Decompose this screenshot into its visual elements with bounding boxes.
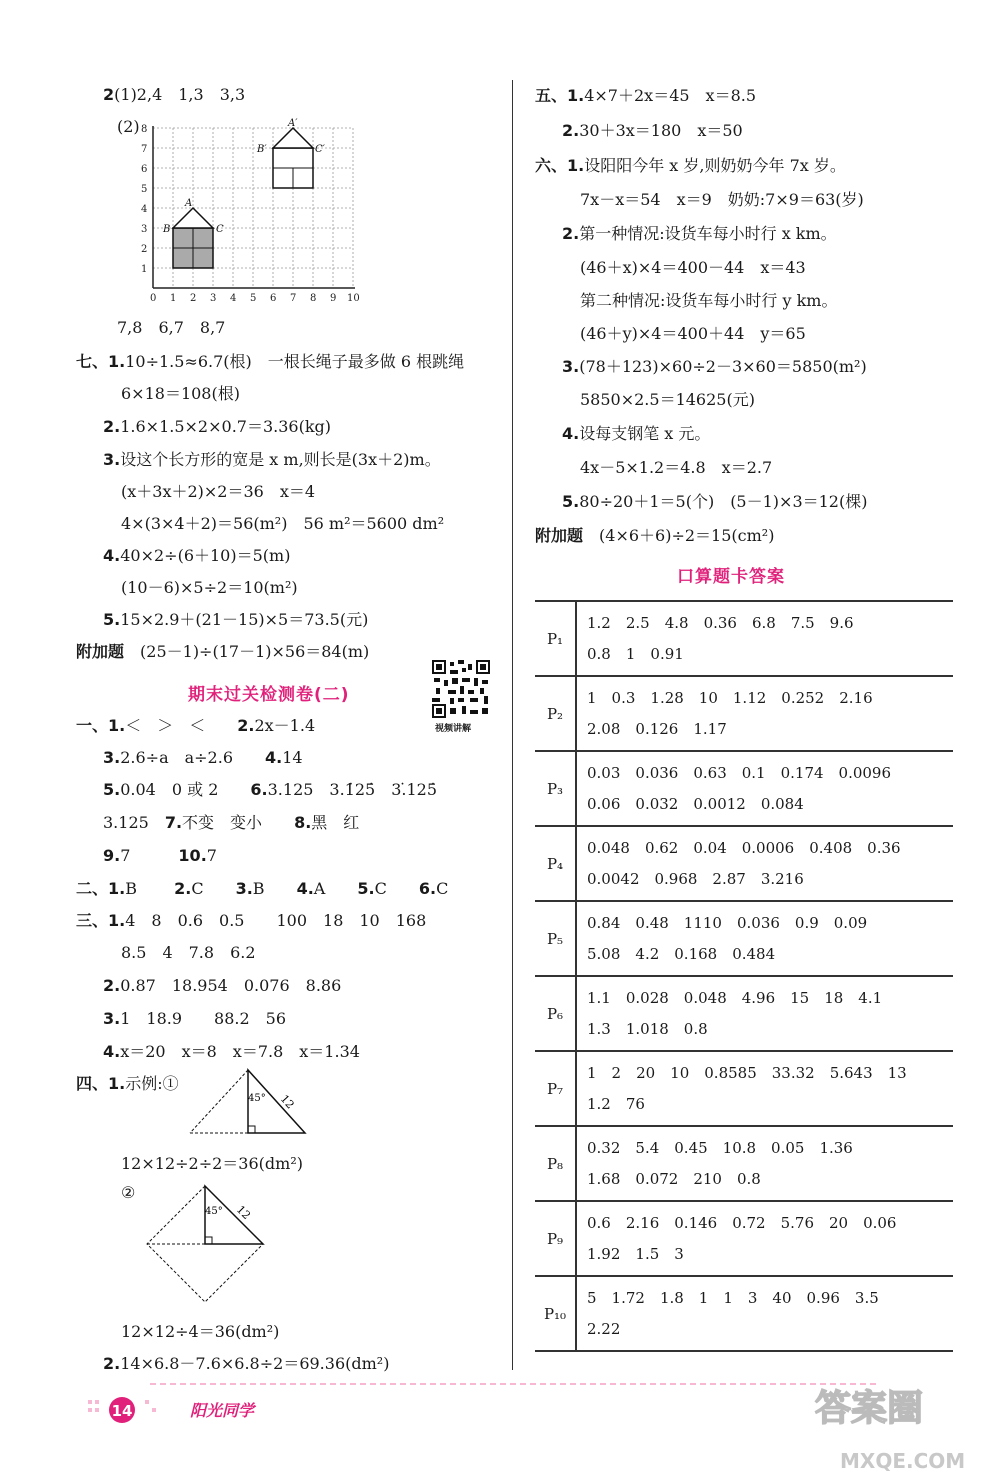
label-C: C: [216, 224, 224, 235]
page-label: P₅: [535, 901, 576, 976]
s1-row2: 3.2.6÷a a÷2.6 4.14: [103, 748, 303, 767]
s3-q3: 3.1 18.9 88.2 56: [103, 1009, 287, 1028]
diamond-angle-label: 45°: [205, 1206, 223, 1217]
y-tick-label: 4: [141, 204, 148, 215]
triangle-figure: [188, 1066, 313, 1138]
house-original: [173, 208, 213, 268]
page-number: 14: [111, 1402, 133, 1420]
answer-row: [535, 826, 953, 901]
s7-q5: 5.15×2.9＋(21－15)×5＝73.5(元): [103, 610, 369, 629]
choice-answer: 6.C: [418, 879, 449, 898]
s7-q3-b: (x＋3x＋2)×2＝36 x＝4: [121, 482, 316, 501]
x-tick-label: 3: [210, 293, 217, 304]
s4-q1-calc: 12×12÷2÷2＝36(dm²): [121, 1154, 303, 1173]
label-B: B: [163, 224, 171, 235]
exam-title: 期末过关检测卷(二): [188, 685, 350, 705]
q2-part2-label: (2): [117, 117, 140, 136]
s6-q4: 4.设每支钢笔 x 元。: [562, 424, 711, 443]
page-label: P₃: [535, 751, 576, 826]
page-label: P₁: [535, 601, 576, 676]
s7-q1-b: 6×18＝108(根): [121, 384, 240, 403]
answer-values: 0.03 0.036 0.63 0.1 0.174 0.0096 0.06 0.032 0.0012 0.084: [576, 751, 953, 826]
right-bonus: 附加题 (4×6＋6)÷2＝15(cm²): [535, 526, 775, 545]
x-tick-label: 7: [290, 293, 297, 304]
answer-row: [535, 751, 953, 826]
answer-values: 0.84 0.48 1110 0.036 0.9 0.09 5.08 4.2 0.168 0.484: [576, 901, 953, 976]
page-label: P₇: [535, 1051, 576, 1126]
s1-row1: 一、1.＜ ＞ ＜ 2.2x－1.4: [76, 716, 316, 735]
s4-q1: 四、1.示例:①: [76, 1074, 179, 1093]
x-tick-label: 2: [190, 293, 197, 304]
answer-values: 5 1.72 1.8 1 1 3 40 0.96 3.5 2.22: [576, 1276, 953, 1351]
page-label: P₄: [535, 826, 576, 901]
watermark-logo: 答案圈: [815, 1388, 924, 1429]
watermark-url: MXQE.COM: [840, 1449, 966, 1473]
answer-values: 1 2 20 10 0.8585 33.32 5.643 13 1.2 76: [576, 1051, 953, 1126]
answer-row: [535, 1276, 953, 1351]
choice-answer: 5.C: [357, 879, 387, 898]
coordinate-grid: [135, 118, 365, 308]
page-label: P₂: [535, 676, 576, 751]
choice-answer: 2.C: [174, 879, 204, 898]
s7-q1: 七、1.10÷1.5≈6.7(根) 一根长绳子最多做 6 根跳绳: [76, 352, 465, 371]
answer-row: [535, 1201, 953, 1276]
s5-q1: 五、1.4×7＋2x＝45 x＝8.5: [535, 86, 757, 105]
label-A-prime: A′: [288, 118, 298, 129]
qr-caption: 视频讲解: [435, 724, 472, 734]
answer-values: 0.6 2.16 0.146 0.72 5.76 20 0.06 1.92 1.5 3: [576, 1201, 953, 1276]
page-label: P₉: [535, 1201, 576, 1276]
q2-part2-answer: 7,8 6,7 8,7: [117, 318, 226, 337]
y-tick-label: 1: [141, 264, 148, 275]
triangle-side-label: 12: [277, 1092, 297, 1112]
s6-q5: 5.80÷20＋1＝5(个) (5－1)×3＝12(棵): [562, 492, 868, 511]
x-tick-label: 0: [150, 293, 157, 304]
s1-row3: 5.0.04 0 或 2 6.3.125 3.1̇25̇ 3.̇125̇: [103, 780, 438, 799]
x-tick-label: 10: [347, 293, 360, 304]
page-label: P₆: [535, 976, 576, 1051]
s1-row5: 9.7 10.7: [103, 846, 217, 865]
s4-q2: 2.14×6.8－7.6×6.8÷2＝69.36(dm²): [103, 1354, 390, 1373]
s6-q2-c: 第二种情况:设货车每小时行 y km。: [580, 291, 838, 310]
s7-q4: 4.40×2÷(6＋10)＝5(m): [103, 546, 291, 565]
s6-q4-b: 4x－5×1.2＝4.8 x＝2.7: [580, 458, 773, 477]
answer-row: [535, 976, 953, 1051]
oral-answer-table: [535, 600, 953, 1352]
s4-q1-calc2: 12×12÷4＝36(dm²): [121, 1322, 280, 1341]
label-C-prime: C′: [315, 144, 325, 155]
column-divider: [512, 80, 513, 1370]
s7-q2: 2.1.6×1.5×2×0.7＝3.36(kg): [103, 417, 332, 436]
s6-q2-b: (46＋x)×4＝400－44 x＝43: [580, 258, 806, 277]
y-tick-label: 6: [141, 164, 148, 175]
y-tick-label: 8: [141, 124, 148, 135]
answer-values: 1.1 0.028 0.048 4.96 15 18 4.1 1.3 1.018 0.8: [576, 976, 953, 1051]
x-tick-label: 5: [250, 293, 257, 304]
answer-values: 1.2 2.5 4.8 0.36 6.8 7.5 9.6 0.8 1 0.91: [576, 601, 953, 676]
s2-row: 二、1.B 2.C 3.B 4.A 5.C 6.C: [76, 879, 449, 898]
x-tick-label: 6: [270, 293, 277, 304]
label-A: A: [185, 198, 193, 209]
s7-q3: 3.设这个长方形的宽是 x m,则长是(3x＋2)m。: [103, 450, 441, 469]
footer: [0, 1380, 1000, 1475]
brand-logo: 阳光同学: [190, 1401, 255, 1420]
s6-q1-b: 7x－x＝54 x＝9 奶奶:7×9＝63(岁): [580, 190, 864, 209]
answer-row: [535, 1051, 953, 1126]
y-tick-label: 7: [141, 144, 148, 155]
answer-row: [535, 601, 953, 676]
page-label: P₁₀: [535, 1276, 576, 1351]
left-bonus: 附加题 (25－1)÷(17－1)×56＝84(m): [76, 642, 370, 661]
label-B-prime: B′: [257, 144, 267, 155]
x-tick-label: 1: [170, 293, 177, 304]
answer-row: [535, 901, 953, 976]
diamond-side-label: 12: [233, 1202, 253, 1223]
s5-q2: 2.30＋3x＝180 x＝50: [562, 121, 743, 140]
s6-q2: 2.第一种情况:设货车每小时行 x km。: [562, 224, 837, 243]
s3-q1: 三、1.4 8 0.6 0.5 100 18 10 168: [76, 911, 427, 930]
x-tick-label: 8: [310, 293, 317, 304]
y-tick-label: 2: [141, 244, 148, 255]
s4-q1-mark2: ②: [121, 1183, 136, 1202]
q2-part1: 2(1)2,4 1,3 3,3: [103, 85, 246, 104]
s6-q3-b: 5850×2.5＝14625(元): [580, 390, 755, 409]
s3-q1-b: 8.5 4 7.8 6.2: [121, 943, 256, 962]
y-tick-label: 5: [141, 184, 148, 195]
answer-row: [535, 1126, 953, 1201]
choice-answer: 4.A: [296, 879, 326, 898]
s6-q1: 六、1.设阳阳今年 x 岁,则奶奶今年 7x 岁。: [535, 156, 846, 175]
answer-values: 1 0.3 1.28 10 1.12 0.252 2.16 2.08 0.126 1.17: [576, 676, 953, 751]
house-translated: [273, 128, 313, 188]
answer-values: 0.32 5.4 0.45 10.8 0.05 1.36 1.68 0.072 210 0.8: [576, 1126, 953, 1201]
answer-row: [535, 676, 953, 751]
s3-q2: 2.0.87 18.954 0.076 8.86: [103, 976, 342, 995]
diamond-figure: [143, 1182, 268, 1307]
s7-q3-c: 4×(3×4＋2)＝56(m²) 56 m²＝5600 dm²: [121, 514, 445, 533]
s6-q3: 3.(78＋123)×60÷2－3×60＝5850(m²): [562, 357, 867, 376]
s3-q4: 4.x＝20 x＝8 x＝7.8 x＝1.34: [103, 1042, 360, 1061]
s7-q4-b: (10－6)×5÷2＝10(m²): [121, 578, 298, 597]
s6-q2-d: (46＋y)×4＝400＋44 y＝65: [580, 324, 806, 343]
s1-row4: 3.125 7.不变 变小 8.黑 红: [103, 813, 360, 832]
qr-code-icon[interactable]: [432, 660, 490, 718]
choice-answer: 3.B: [235, 879, 265, 898]
answer-values: 0.048 0.62 0.04 0.0006 0.408 0.36 0.0042 0.968 2.87 3.216: [576, 826, 953, 901]
x-tick-label: 4: [230, 293, 237, 304]
y-tick-label: 3: [141, 224, 148, 235]
oral-card-title: 口算题卡答案: [677, 567, 785, 587]
x-tick-label: 9: [330, 293, 337, 304]
triangle-angle-label: 45°: [248, 1093, 266, 1104]
page-label: P₈: [535, 1126, 576, 1201]
